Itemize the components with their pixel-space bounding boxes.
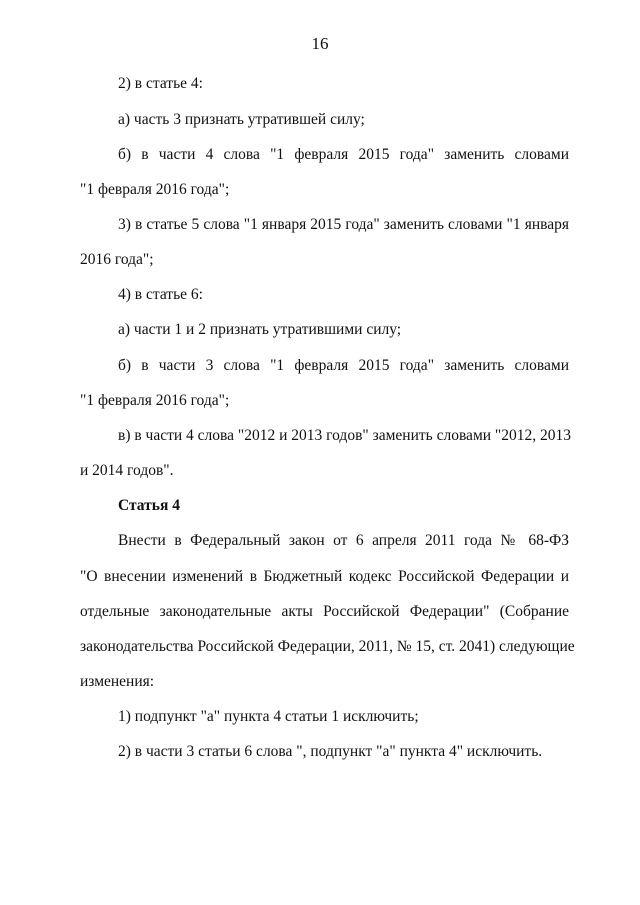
list-item-part-4-years: в) в части 4 слова "2012 и 2013 годов" заменить словами "2012, 2013 [118, 427, 571, 444]
paragraph-line-3: отдельные законодательные акты Российской Федерации" (Собрание [80, 603, 569, 620]
article-heading: Статья 4 [118, 497, 180, 514]
paragraph-line-2: "О внесении изменений в Бюджетный кодекс Российской Федерации и [80, 568, 569, 585]
list-item-part-4-years-cont: и 2014 годов". [80, 462, 174, 479]
list-item-subpoint-exclude: 1) подпункт "а" пункта 4 статьи 1 исключить; [118, 708, 419, 725]
paragraph-line-4: законодательства Российской Федерации, 2011, № 15, ст. 2041) следующие [80, 638, 575, 655]
paragraph-line-5: изменения: [80, 673, 155, 690]
paragraph-line-1: Внести в Федеральный закон от 6 апреля 2011 года № 68-ФЗ [118, 532, 569, 549]
list-item-parts-1-2-void: а) части 1 и 2 признать утратившими силу; [118, 321, 402, 338]
list-item-article-6: 4) в статье 6: [118, 286, 203, 303]
list-item-part-4-replace-cont: "1 февраля 2016 года"; [80, 181, 230, 198]
page-number: 16 [311, 34, 329, 53]
list-item-part-3-replace: б) в части 3 слова "1 февраля 2015 года" заменить словами [118, 357, 569, 374]
list-item-part-3-replace-cont: "1 февраля 2016 года"; [80, 392, 230, 409]
list-item-article-5: 3) в статье 5 слова "1 января 2015 года" заменить словами "1 января [118, 216, 569, 233]
list-item-article-4: 2) в статье 4: [118, 75, 203, 92]
list-item-article-5-cont: 2016 года"; [80, 251, 154, 268]
list-item-part-4-replace: б) в части 4 слова "1 февраля 2015 года" заменить словами [118, 146, 569, 163]
list-item-words-exclude: 2) в части 3 статьи 6 слова ", подпункт "а" пункта 4" исключить. [118, 743, 543, 760]
list-item-part-3-void: а) часть 3 признать утратившей силу; [118, 111, 365, 128]
